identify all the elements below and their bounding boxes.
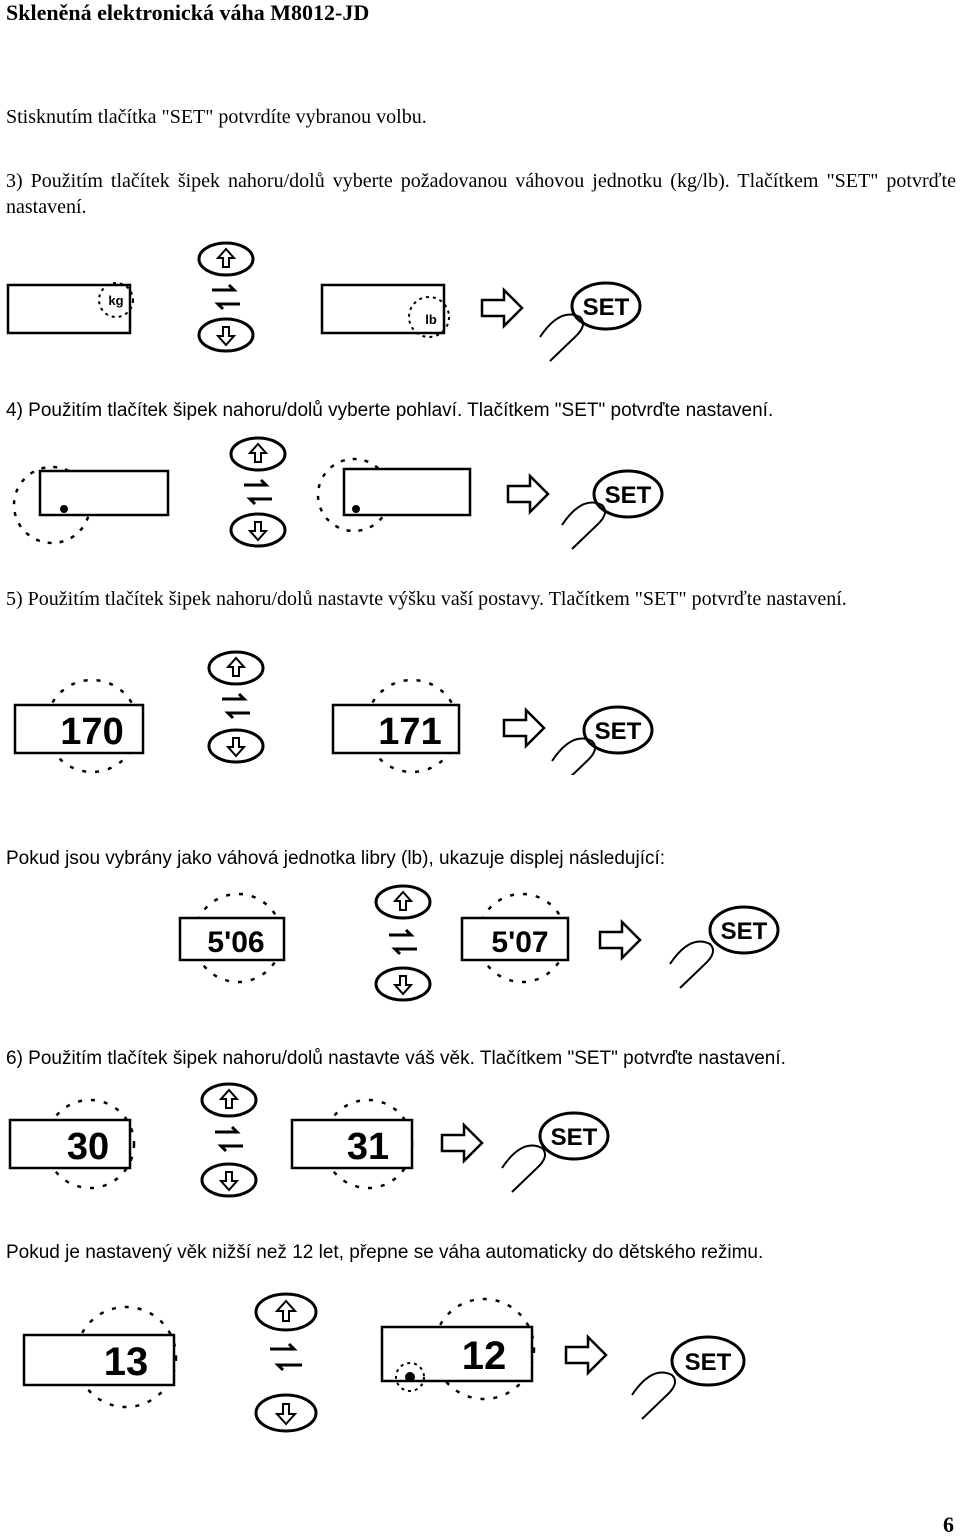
figure-height-inches — [160, 880, 800, 1010]
age-value-after: 31 — [346, 1126, 390, 1168]
lcd-display-height-506 — [180, 894, 284, 982]
paragraph-child-mode: Pokud je nastavený věk nižší než 12 let, přepne se váha automaticky do dětského režimu. — [6, 1242, 764, 1263]
paragraph-step-6: 6) Použitím tlačítek šipek nahoru/dolů nastavte váš věk. Tlačítkem "SET" potvrďte nastavení. — [6, 1048, 786, 1069]
paragraph-set-confirm: Stisknutím tlačítka "SET" potvrdíte vybranou volbu. — [6, 106, 427, 128]
lcd-display-age-12 — [382, 1299, 534, 1399]
lcd-display-gender-1 — [14, 467, 168, 543]
arrow-buttons — [256, 1294, 316, 1431]
right-arrow-icon — [508, 476, 548, 512]
child-age-before: 13 — [103, 1340, 149, 1384]
set-button-icon — [552, 707, 652, 775]
arrow-buttons — [209, 652, 263, 762]
unit-lb-label: lb — [425, 312, 437, 327]
figure-age-selection — [0, 1080, 700, 1205]
right-arrow-icon — [566, 1337, 606, 1373]
lcd-display-age-30 — [10, 1100, 134, 1188]
arrow-buttons — [199, 243, 253, 351]
set-label: SET — [550, 1124, 598, 1151]
lcd-display-kg — [8, 283, 133, 333]
set-button-icon — [632, 1337, 744, 1419]
paragraph-step-5: 5) Použitím tlačítek šipek nahoru/dolů nastavte výšku vaší postavy. Tlačítkem "SET" potvrďte nastavení. — [6, 588, 847, 610]
set-button-icon — [562, 471, 662, 549]
height-inch-after: 5'07 — [491, 926, 549, 959]
arrow-buttons — [202, 1084, 256, 1196]
lcd-display-gender-2 — [318, 459, 470, 531]
set-label: SET — [720, 918, 768, 945]
set-button-icon — [502, 1113, 608, 1192]
lcd-display-age-31 — [292, 1100, 412, 1188]
arrow-buttons — [376, 886, 430, 1000]
lcd-display-height-170 — [15, 680, 143, 772]
figure-gender-selection — [0, 433, 700, 553]
paragraph-pound-display: Pokud jsou vybrány jako váhová jednotka libry (lb), ukazuje displej následující: — [6, 848, 666, 869]
lcd-display-age-13 — [24, 1307, 176, 1407]
set-label: SET — [594, 718, 642, 745]
lcd-display-height-507 — [462, 894, 568, 982]
page-title: Skleněná elektronická váha M8012-JD — [6, 0, 370, 25]
set-label: SET — [684, 1349, 732, 1376]
figure-unit-selection — [0, 222, 700, 362]
figure-child-mode — [0, 1285, 760, 1445]
paragraph-step-3: 3) Použitím tlačítek šipek nahoru/dolů vyberte požadovanou váhovou jednotku (kg/lb). Tlačítkem "SET" potvrďte nastavení. — [6, 170, 956, 218]
height-inch-before: 5'06 — [207, 926, 265, 959]
lcd-display-lb — [322, 285, 449, 337]
height-value-before: 170 — [60, 711, 124, 753]
set-label: SET — [604, 482, 652, 509]
right-arrow-icon — [504, 710, 544, 746]
arrow-buttons — [231, 438, 285, 546]
lcd-display-height-171 — [333, 680, 459, 772]
right-arrow-icon — [442, 1125, 482, 1161]
figure-height-cm — [0, 650, 700, 775]
right-arrow-icon — [600, 922, 640, 958]
age-value-before: 30 — [66, 1126, 110, 1168]
paragraph-step-4: 4) Použitím tlačítek šipek nahoru/dolů vyberte pohlaví. Tlačítkem "SET" potvrďte nastavení. — [6, 400, 774, 421]
set-button-icon — [540, 283, 640, 361]
height-value-after: 171 — [378, 711, 442, 753]
set-label: SET — [582, 294, 630, 321]
child-age-after: 12 — [461, 1334, 507, 1378]
right-arrow-icon — [482, 290, 522, 326]
page-number: 6 — [943, 1512, 954, 1537]
unit-kg-label: kg — [108, 293, 124, 308]
set-button-icon — [670, 907, 778, 988]
